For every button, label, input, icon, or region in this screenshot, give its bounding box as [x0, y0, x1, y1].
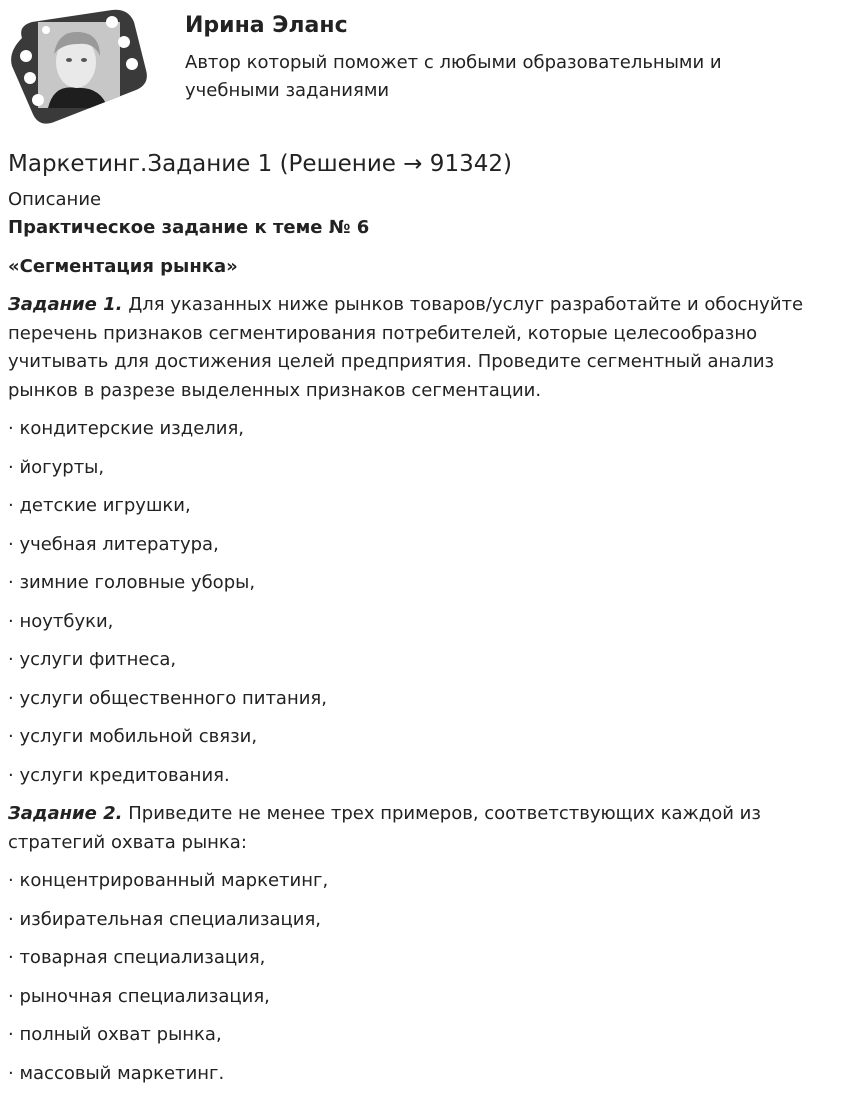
list-item: · услуги мобильной связи,: [8, 726, 258, 747]
list-item: · товарная специализация,: [8, 947, 266, 968]
author-card: [8, 8, 828, 128]
author-avatar: [8, 8, 150, 126]
task1-list: [8, 415, 838, 790]
task2-label: Задание 2.: [8, 803, 123, 824]
list-item: · детские игрушки,: [8, 495, 191, 516]
list-item: · избирательная специализация,: [8, 908, 322, 930]
document-subtitle: Практическое задание к теме № 6: [8, 217, 370, 238]
list-item: · услуги общественного питания,: [8, 687, 327, 709]
author-name: Ирина Эланс: [185, 13, 348, 38]
task2-paragraph: [8, 800, 838, 857]
task2-text: Приведите не менее трех примеров, соответствующих каждой из стратегий охвата рынка:: [8, 803, 761, 853]
list-item: · рыночная специализация,: [8, 985, 270, 1007]
list-item: · ноутбуки,: [8, 610, 114, 632]
task2-list: [8, 867, 838, 1088]
task1-label: Задание 1.: [8, 294, 123, 315]
list-item: · концентрированный маркетинг,: [8, 870, 329, 891]
document-topic: «Сегментация рынка»: [8, 255, 238, 277]
list-item: · зимние головные уборы,: [8, 572, 256, 593]
list-item: · услуги фитнеса,: [8, 649, 177, 670]
section-label: Описание: [8, 189, 102, 210]
list-item: · йогурты,: [8, 456, 105, 478]
list-item: · полный охват рынка,: [8, 1024, 222, 1045]
list-item: · кондитерские изделия,: [8, 418, 245, 439]
list-item: · услуги кредитования.: [8, 764, 230, 786]
author-description: Автор который поможет с любыми образовательными и учебными заданиями: [185, 52, 722, 101]
list-item: · учебная литература,: [8, 533, 219, 555]
page-title: Маркетинг.Задание 1 (Решение → 91342): [8, 151, 512, 177]
task1-text: Для указанных ниже рынков товаров/услуг разработайте и обоснуйте перечень признаков сегментирования потребителей, которые целесообразно учитывать для достижения целей предприятия. Проведите сегментный анализ рынков в разрезе выделенных признаков сегментации.: [8, 294, 804, 401]
document-content: [8, 148, 838, 1088]
task1-paragraph: [8, 291, 838, 405]
list-item: · массовый маркетинг.: [8, 1062, 225, 1084]
